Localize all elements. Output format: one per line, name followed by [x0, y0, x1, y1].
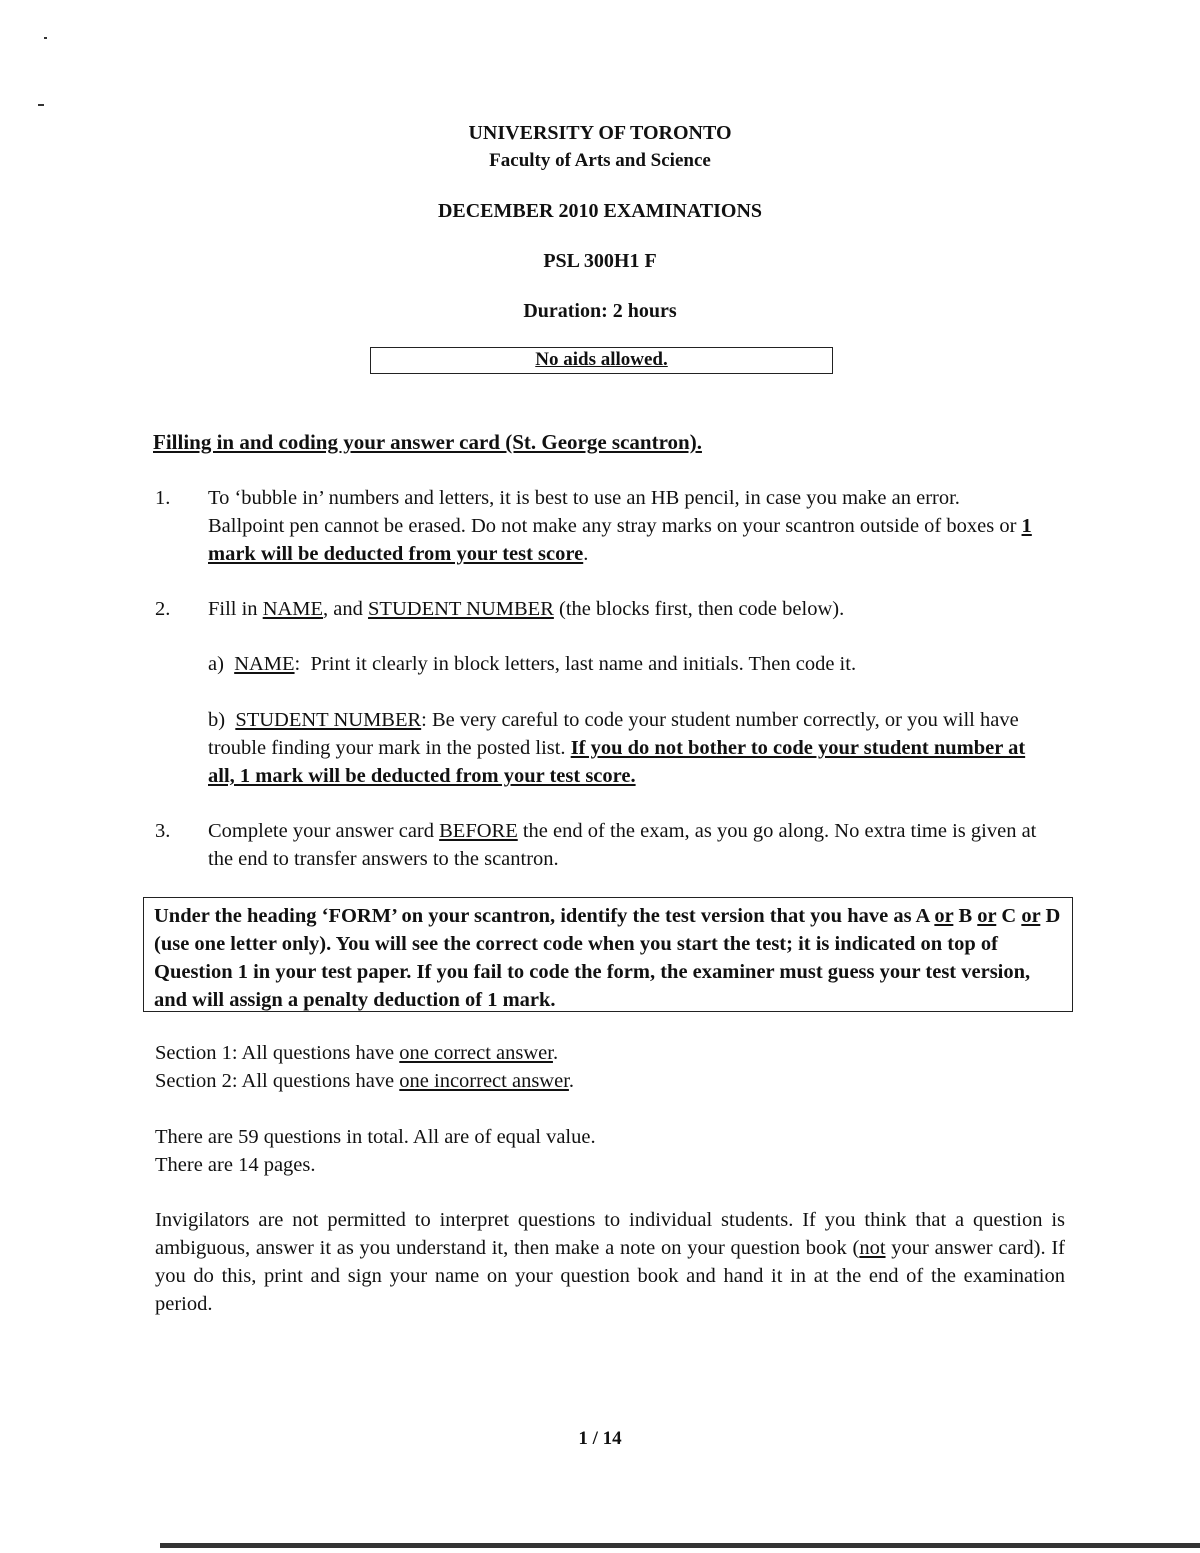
- item2b-prefix: b): [208, 709, 236, 731]
- course-code: PSL 300H1 F: [543, 250, 657, 272]
- form-text-c: C: [996, 905, 1022, 927]
- section2-text: Section 2: All questions have: [155, 1070, 400, 1092]
- form-or-2: or: [977, 905, 997, 927]
- form-text-a: Under the heading ‘FORM’ on your scantron, identify the test version that you have as A: [154, 905, 935, 927]
- scan-edge-line: [160, 1543, 1200, 1548]
- invig-text-a: Invigilators are not permitted to interpret questions to individual students. If you think that a question is ambiguous, answer it as you understand it, then make a note on your question book (: [155, 1209, 1065, 1259]
- item-number-2: 2.: [155, 598, 171, 620]
- section2-underline: one incorrect answer: [399, 1070, 569, 1092]
- scan-speck: [38, 104, 44, 106]
- instruction-item-2b: [208, 706, 1048, 790]
- aids-notice: No aids allowed.: [535, 349, 668, 370]
- section-1-note: [155, 1039, 1065, 1067]
- instruction-item-2a: [208, 650, 1048, 678]
- exam-session: DECEMBER 2010 EXAMINATIONS: [437, 200, 763, 222]
- page-number: 1 / 14: [578, 1428, 622, 1449]
- item3-text-a: Complete your answer card: [208, 820, 440, 842]
- aids-notice-box: [370, 347, 833, 374]
- scan-speck: [44, 37, 47, 39]
- item2b-label: STUDENT NUMBER: [235, 709, 422, 731]
- invigilator-note: [155, 1206, 1065, 1318]
- form-or-1: or: [934, 905, 954, 927]
- faculty-name: Faculty of Arts and Science: [489, 150, 711, 171]
- form-code-notice-box: [143, 897, 1073, 1012]
- item-number-3: 3.: [155, 820, 171, 842]
- item1-penalty: 1 mark will be deducted from your test score: [208, 515, 1032, 565]
- item2b-penalty: If you do not bother to code your student number at all, 1 mark will be deducted from your test score.: [208, 737, 1026, 787]
- item2-text-b: , and: [323, 598, 369, 620]
- item1-text: To ‘bubble in’ numbers and letters, it is best to use an HB pencil, in case you make an error. Ballpoint pen cannot be erased. Do not make any stray marks on your scantron outside of boxes or: [208, 487, 1022, 537]
- exam-duration: Duration: 2 hours: [523, 300, 677, 322]
- item2a-text: : Print it clearly in block letters, last name and initials. Then code it.: [294, 653, 857, 675]
- section1-end: .: [552, 1042, 559, 1064]
- instruction-item-3: [208, 817, 1053, 873]
- item3-before: BEFORE: [439, 820, 518, 842]
- item2b-text: : Be very careful to code your student number correctly, or you will have trouble finding your mark in the posted list.: [208, 709, 1019, 759]
- form-text-d: D (use one letter only). You will see the correct code when you start the test; it is indicated on top of Question 1 in your test paper. If you fail to code the form, the examiner must guess your test version, and will assign a penalty deduction of 1 mark.: [154, 905, 1061, 1011]
- item2a-label: NAME: [234, 653, 295, 675]
- section-2-note: [155, 1067, 1065, 1095]
- section-heading: Filling in and coding your answer card (St. George scantron).: [153, 430, 702, 454]
- section2-end: .: [568, 1070, 575, 1092]
- item1-end: .: [583, 543, 589, 565]
- item2a-prefix: a): [208, 653, 235, 675]
- instruction-item-2: [208, 595, 1048, 623]
- invig-text-b: your answer card). If you do this, print and sign your name on your question book and hand it in at the end of the examination period.: [155, 1237, 1065, 1315]
- university-title: UNIVERSITY OF TORONTO: [468, 122, 732, 144]
- section1-text: Section 1: All questions have: [155, 1042, 400, 1064]
- item2-text-a: Fill in: [208, 598, 263, 620]
- item2-student-number: STUDENT NUMBER: [368, 598, 554, 620]
- item-number-1: 1.: [155, 487, 171, 509]
- item2-name: NAME: [262, 598, 324, 620]
- question-count: There are 59 questions in total. All are of equal value.: [155, 1126, 596, 1148]
- invig-not: not: [859, 1237, 886, 1259]
- section1-underline: one correct answer: [399, 1042, 553, 1064]
- page-count: There are 14 pages.: [155, 1154, 316, 1176]
- form-or-3: or: [1021, 905, 1041, 927]
- item3-text-b: the end of the exam, as you go along. No extra time is given at the end to transfer answers to the scantron.: [208, 820, 1037, 870]
- item2-text-c: (the blocks first, then code below).: [553, 598, 845, 620]
- form-text-b: B: [953, 905, 978, 927]
- instruction-item-1: [208, 484, 1038, 568]
